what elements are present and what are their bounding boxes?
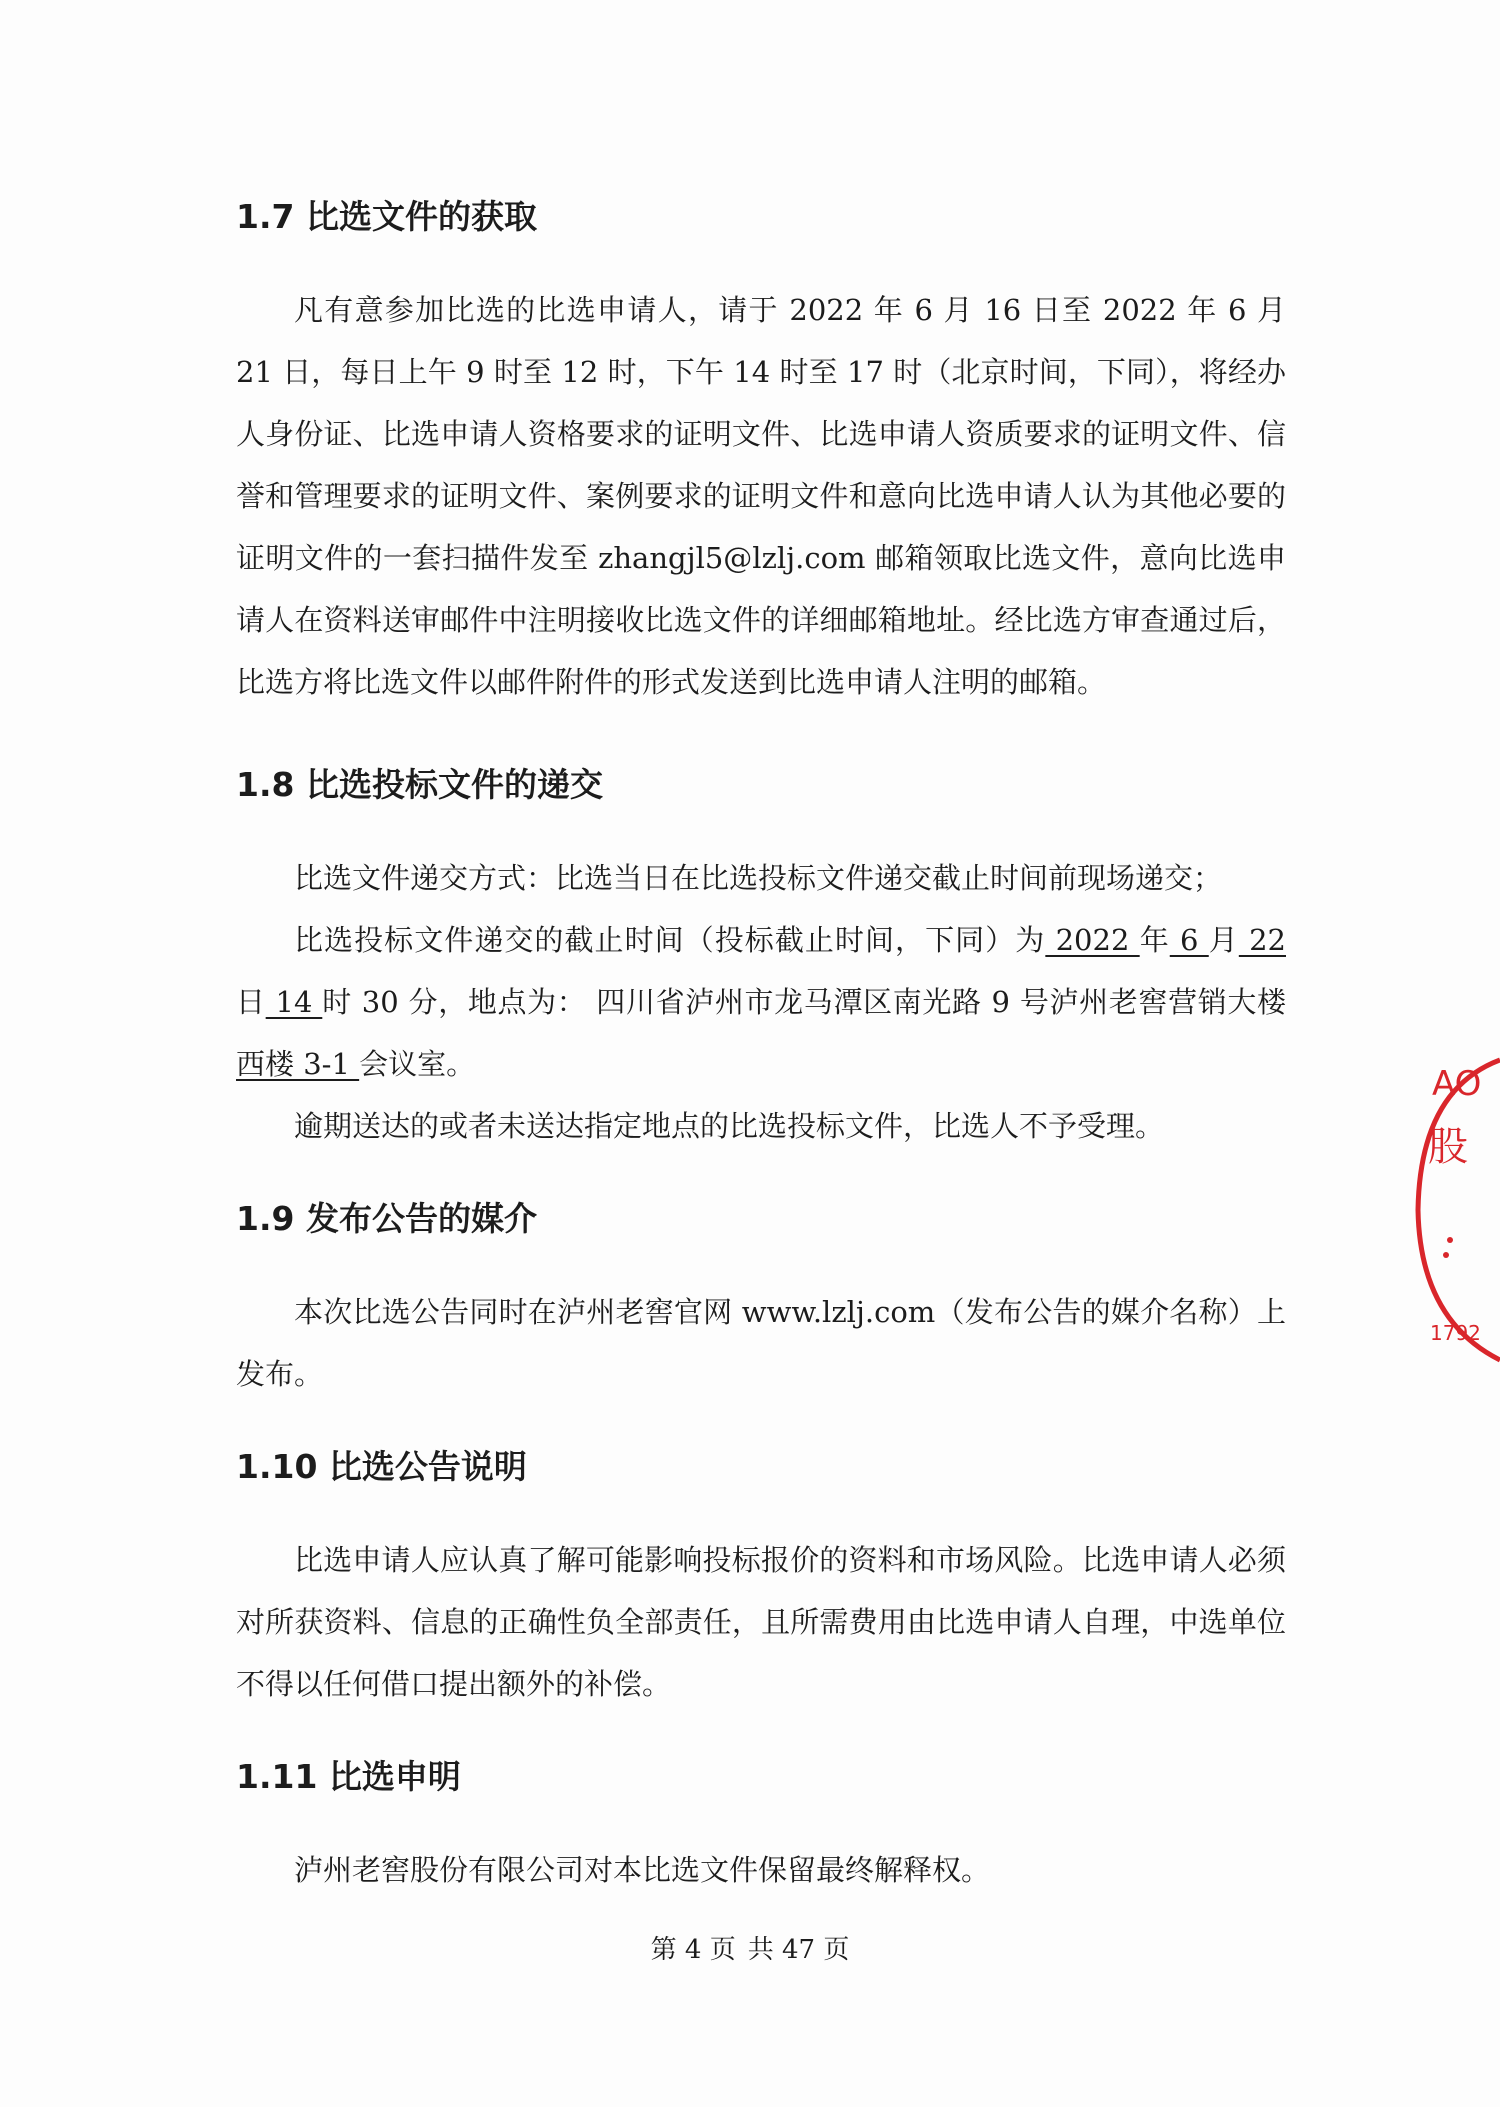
section-heading: 1.10 比选公告说明 [236, 1447, 527, 1486]
body-paragraph: 本次比选公告同时在泸州老窖官网 www.lzlj.com（发布公告的媒介名称）上发布。 [236, 1295, 1286, 1391]
deadline-room: 西楼 3-1 [236, 1047, 360, 1081]
deadline-day: 22 [1238, 923, 1286, 957]
page-footer [0, 1929, 1500, 1966]
body-paragraph: 比选文件递交方式：比选当日在比选投标文件递交截止时间前现场递交； [294, 861, 1223, 895]
section-1-7 [236, 195, 1286, 713]
section-1-10 [236, 1445, 1286, 1715]
deadline-year: 2022 [1045, 923, 1140, 957]
stamp-text-bottom: 1792 [1430, 1321, 1481, 1345]
room-suffix: 会议室。 [359, 1047, 476, 1081]
section-heading: 1.9 发布公告的媒介 [236, 1199, 537, 1238]
section-heading: 1.11 比选申明 [236, 1757, 461, 1796]
section-1-8 [236, 763, 1286, 1157]
deadline-time-location: 时 30 分，地点为： 四川省泸州市龙马潭区南光路 9 号泸州老窖营销大楼 [322, 985, 1286, 1019]
deadline-prefix: 比选投标文件递交的截止时间（投标截止时间，下同）为 [294, 923, 1046, 957]
section-1-11 [236, 1755, 1286, 1901]
page-number: 第 4 页 [650, 1935, 736, 1965]
body-paragraph: 泸州老窖股份有限公司对本比选文件保留最终解释权。 [294, 1853, 991, 1887]
deadline-hour: 14 [265, 985, 323, 1019]
day-unit: 日 [236, 985, 266, 1019]
section-heading: 1.8 比选投标文件的递交 [236, 765, 603, 804]
stamp-text-top: AO [1432, 1064, 1482, 1104]
year-unit: 年 [1139, 923, 1170, 957]
page-total: 共 47 页 [747, 1935, 850, 1965]
deadline-paragraph [236, 909, 1286, 1095]
document-body [236, 195, 1286, 1901]
body-paragraph: 比选申请人应认真了解可能影响投标报价的资料和市场风险。比选申请人必须对所获资料、信息的正确性负全部责任，且所需费用由比选申请人自理，中选单位不得以任何借口提出额外的补偿。 [236, 1543, 1286, 1701]
late-notice: 逾期送达的或者未送达指定地点的比选投标文件，比选人不予受理。 [294, 1109, 1165, 1143]
deadline-month: 6 [1169, 923, 1209, 957]
stamp-text-mid: 股 [1428, 1124, 1468, 1170]
month-unit: 月 [1208, 923, 1239, 957]
section-1-9 [236, 1197, 1286, 1405]
section-heading: 1.7 比选文件的获取 [236, 197, 537, 236]
company-seal-stamp [1410, 1050, 1500, 1370]
body-paragraph: 凡有意参加比选的比选申请人，请于 2022 年 6 月 16 日至 2022 年 6 月 21 日，每日上午 9 时至 12 时，下午 14 时至 17 时（北京时间，下同），将经办人身份证、比选申请人资格要求的证明文件、比选申请人资质要求的证明文件、信誉和管理要求的证明文件、案例要求的证明文件和意向比选申请人认为其他必要的证明文件的一套扫描件发至 zhangjl5@lzlj.com 邮箱领取比选文件，意向比选申请人在资料送审邮件中注明接收比选文件的详细邮箱地址。经比选方审查通过后，比选方将比选文件以邮件附件的形式发送到比选申请人注明的邮箱。 [236, 293, 1286, 699]
